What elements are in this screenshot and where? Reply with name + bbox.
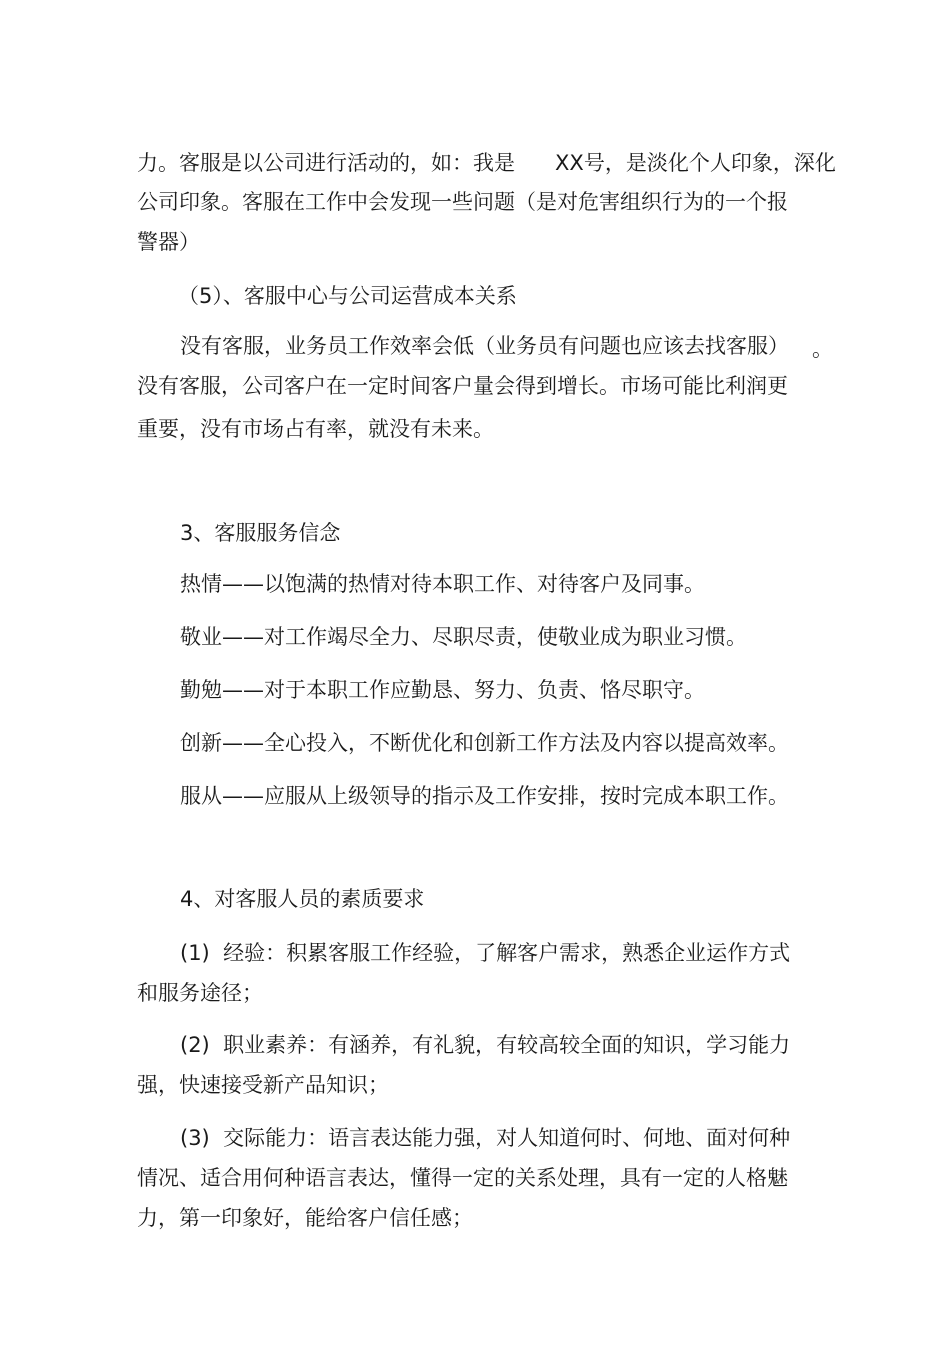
item5-line-1-tail: 。 <box>812 337 833 361</box>
requirement-1-line-1: (1) 经验：积累客服工作经验，了解客户需求，熟悉企业运作方式 <box>180 941 791 965</box>
item5-line-1: 没有客服，业务员工作效率会低（业务员有问题也应该去找客服） <box>180 334 789 358</box>
belief-item: 热情——以饱满的热情对待本职工作、对待客户及同事。 <box>180 572 705 596</box>
belief-item: 勤勉——对于本职工作应勤恳、努力、负责、恪尽职守。 <box>180 678 705 702</box>
requirement-3-line-3: 力，第一印象好，能给客户信任感； <box>137 1206 473 1230</box>
item5-line-2: 没有客服，公司客户在一定时间客户量会得到增长。市场可能比利润更 <box>137 374 788 398</box>
section4-heading: 4、对客服人员的素质要求 <box>180 887 425 911</box>
intro-line-1: 力。客服是以公司进行活动的，如：我是 XX号，是淡化个人印象，深化 <box>137 151 836 175</box>
belief-item: 创新——全心投入，不断优化和创新工作方法及内容以提高效率。 <box>180 731 789 755</box>
belief-item: 敬业——对工作竭尽全力、尽职尽责，使敬业成为职业习惯。 <box>180 625 747 649</box>
requirement-3-line-1: (3) 交际能力：语言表达能力强，对人知道何时、何地、面对何种 <box>180 1126 791 1150</box>
requirement-3-line-2: 情况、适合用何种语言表达，懂得一定的关系处理，具有一定的人格魅 <box>137 1166 788 1190</box>
requirement-2-line-1: (2) 职业素养：有涵养，有礼貌，有较高较全面的知识，学习能力 <box>180 1033 791 1057</box>
requirement-2-line-2: 强，快速接受新产品知识； <box>137 1073 389 1097</box>
section3-heading: 3、客服服务信念 <box>180 521 341 545</box>
intro-line-2: 公司印象。客服在工作中会发现一些问题（是对危害组织行为的一个报 <box>137 190 788 214</box>
belief-item: 服从——应服从上级领导的指示及工作安排，按时完成本职工作。 <box>180 784 789 808</box>
item5-heading: （5）、客服中心与公司运营成本关系 <box>178 284 517 308</box>
requirement-1-line-2: 和服务途径； <box>137 981 263 1005</box>
intro-line-3: 警器） <box>137 230 200 254</box>
item5-line-3: 重要，没有市场占有率，就没有未来。 <box>137 417 494 441</box>
